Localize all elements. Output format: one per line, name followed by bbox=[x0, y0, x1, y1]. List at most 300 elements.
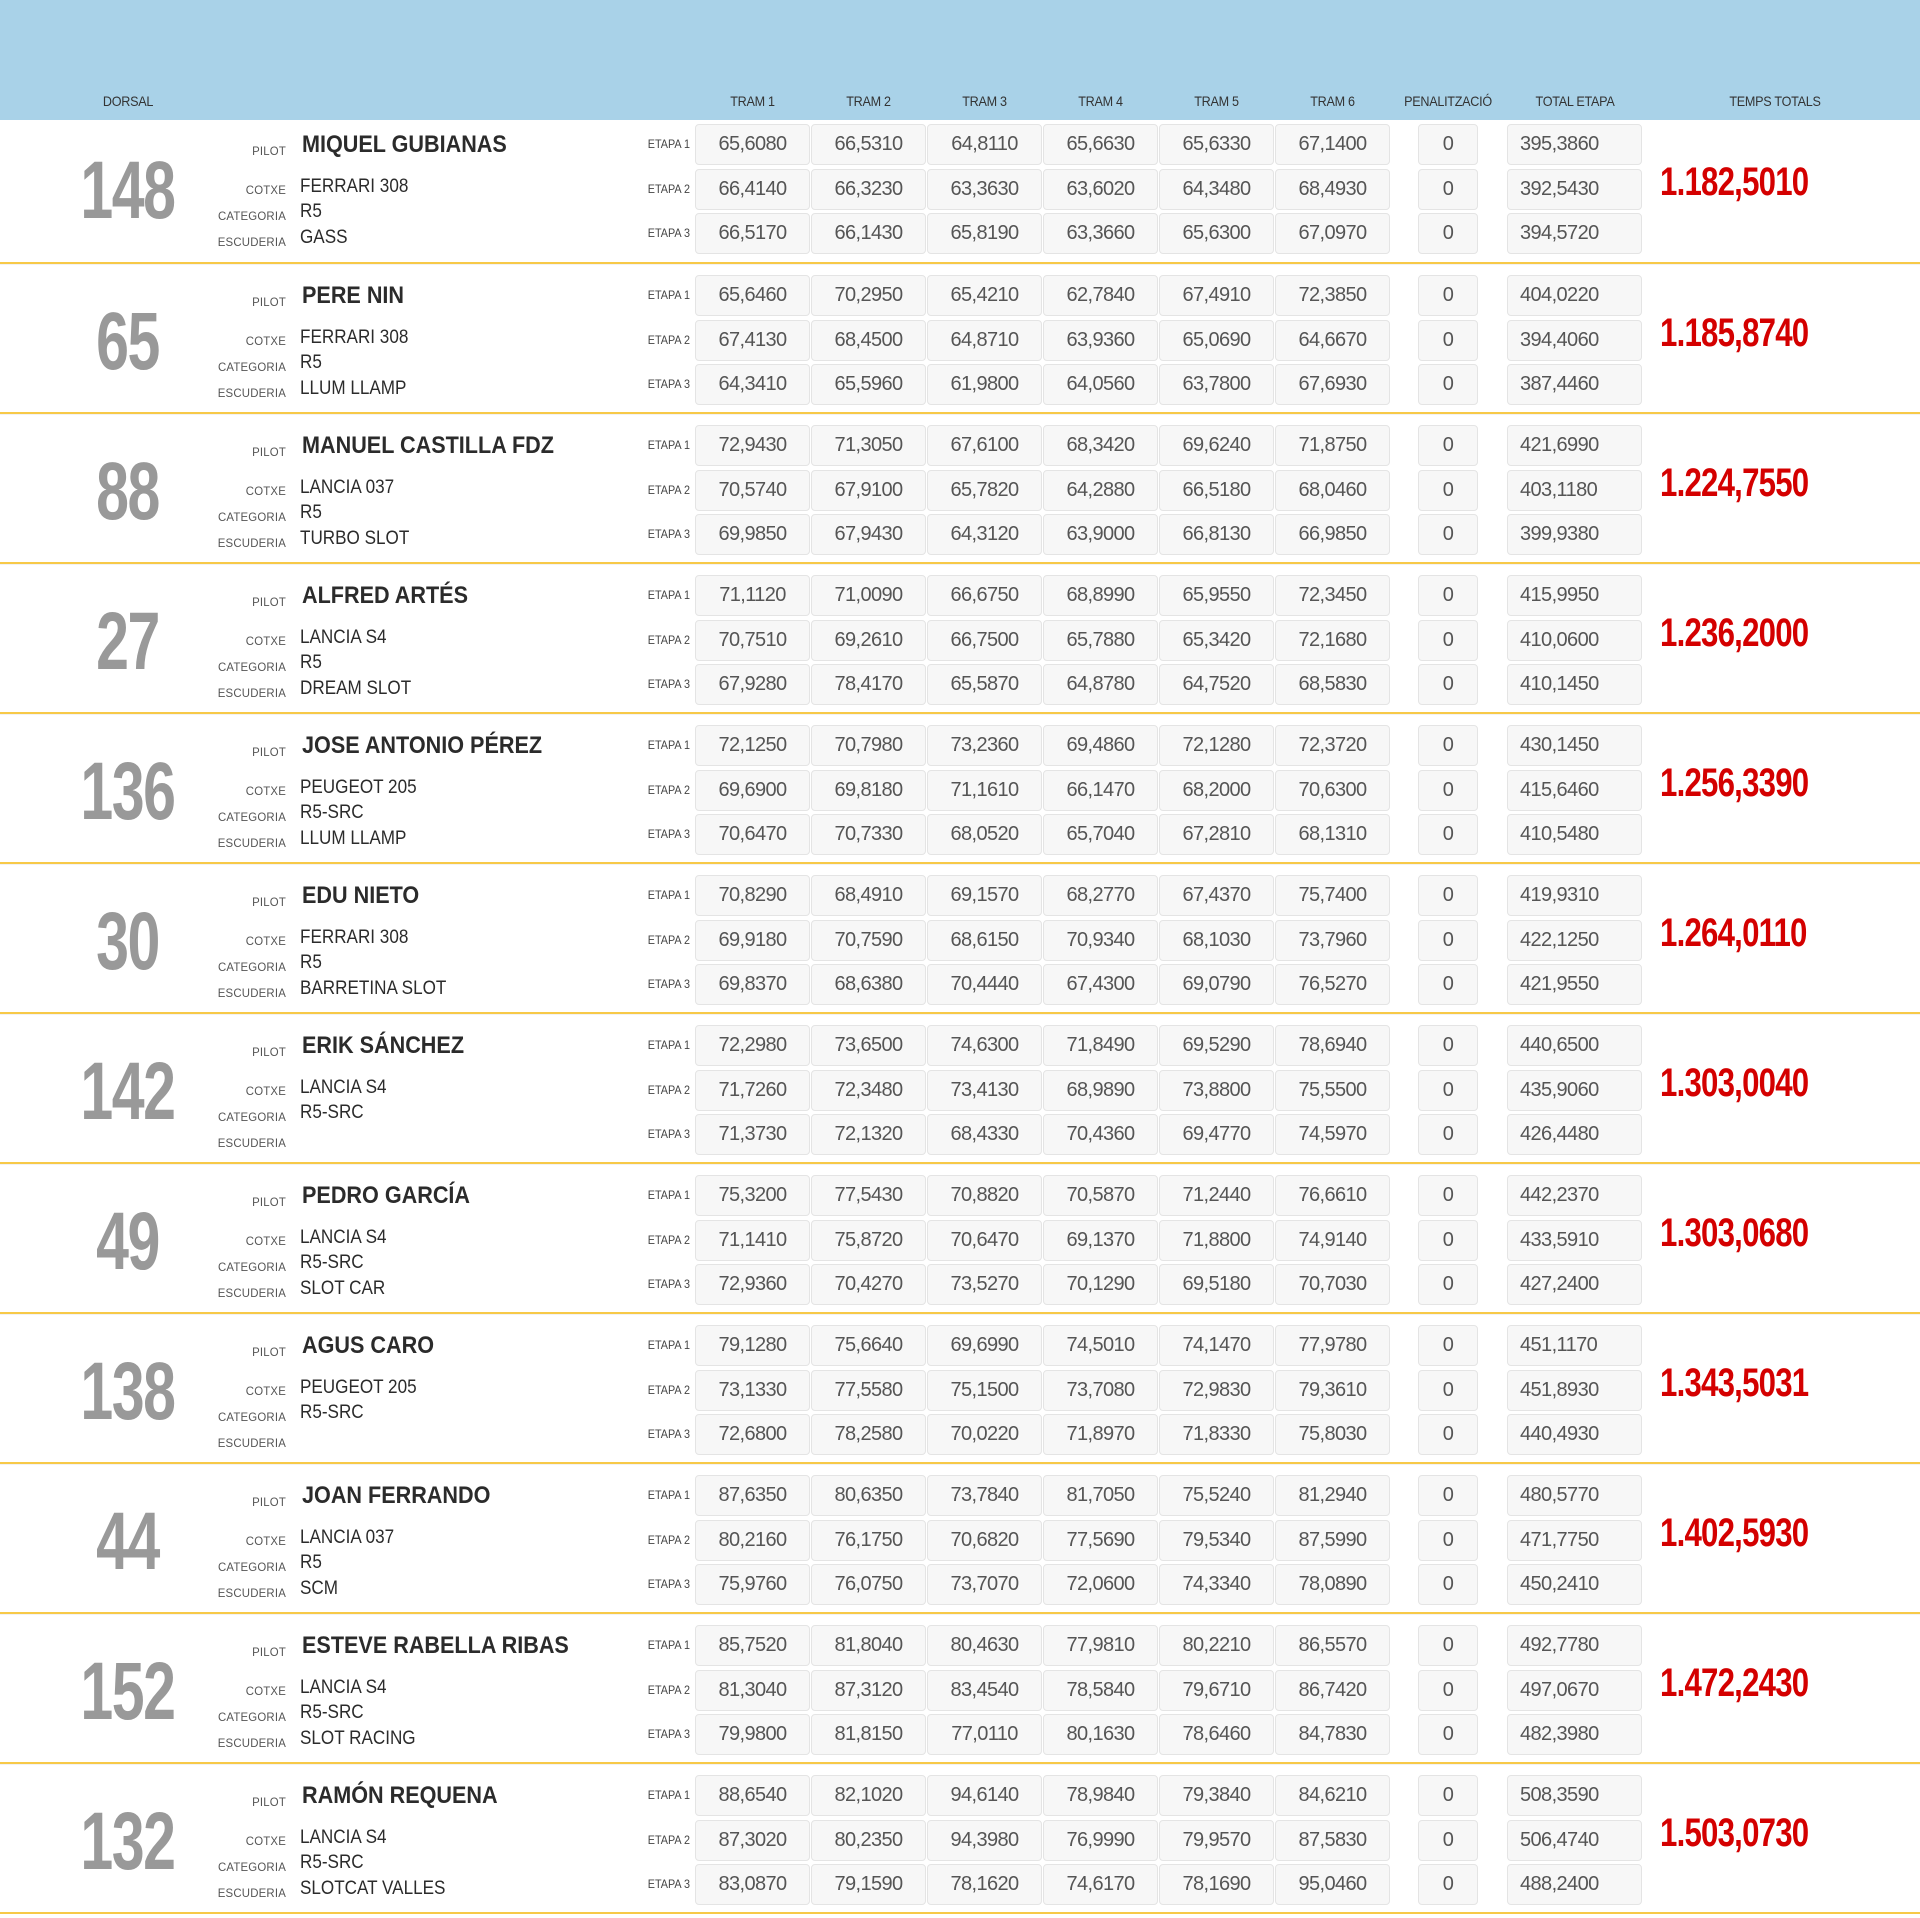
stage-total-cell: 435,9060 bbox=[1507, 1070, 1642, 1111]
tram-time-cell: 67,9100 bbox=[811, 470, 926, 511]
header-tram-2: TRAM 2 bbox=[846, 93, 891, 109]
tram-time-cell: 70,7590 bbox=[811, 920, 926, 961]
tram-time-cell: 68,0460 bbox=[1275, 470, 1390, 511]
tram-time-cell: 87,3020 bbox=[695, 1820, 810, 1861]
tram-time-cell: 62,7840 bbox=[1043, 275, 1158, 316]
penalty-cell: 0 bbox=[1418, 1370, 1478, 1411]
pilot-label: PILOT bbox=[252, 1045, 286, 1059]
tram-time-cell: 68,5830 bbox=[1275, 664, 1390, 705]
table-row bbox=[0, 564, 1920, 714]
tram-time-cell: 66,3230 bbox=[811, 169, 926, 210]
category-label: CATEGORIA bbox=[217, 1260, 286, 1274]
penalty-cell: 0 bbox=[1418, 1520, 1478, 1561]
tram-time-cell: 69,4770 bbox=[1159, 1114, 1274, 1155]
stage-total-cell: 497,0670 bbox=[1507, 1670, 1642, 1711]
tram-time-cell: 70,9340 bbox=[1043, 920, 1158, 961]
stage-total-cell: 422,1250 bbox=[1507, 920, 1642, 961]
stage-total-cell: 415,9950 bbox=[1507, 575, 1642, 616]
tram-time-cell: 80,2350 bbox=[811, 1820, 926, 1861]
pilot-label: PILOT bbox=[252, 144, 286, 158]
tram-time-cell: 67,4300 bbox=[1043, 964, 1158, 1005]
car-label: COTXE bbox=[245, 1084, 286, 1098]
team-value: DREAM SLOT bbox=[300, 678, 412, 699]
dorsal-number: 44 bbox=[96, 1496, 159, 1587]
header-dorsal: DORSAL bbox=[102, 93, 154, 109]
header-tram-4: TRAM 4 bbox=[1078, 93, 1123, 109]
tram-time-cell: 69,5180 bbox=[1159, 1264, 1274, 1305]
total-time: 1.185,8740 bbox=[1660, 311, 1809, 355]
tram-time-cell: 72,0600 bbox=[1043, 1564, 1158, 1605]
tram-time-cell: 66,8130 bbox=[1159, 514, 1274, 555]
team-value: SLOTCAT VALLES bbox=[300, 1878, 446, 1899]
tram-time-cell: 80,2210 bbox=[1159, 1625, 1274, 1666]
penalty-cell: 0 bbox=[1418, 124, 1478, 165]
results-list bbox=[0, 120, 1920, 1914]
category-label: CATEGORIA bbox=[217, 1560, 286, 1574]
header-penalty: PENALITZACIÓ bbox=[1404, 93, 1492, 109]
stage-label: ETAPA 3 bbox=[647, 1577, 690, 1591]
table-row bbox=[0, 864, 1920, 1014]
car-label: COTXE bbox=[245, 1234, 286, 1248]
tram-time-cell: 64,0560 bbox=[1043, 364, 1158, 405]
tram-time-cell: 64,7520 bbox=[1159, 664, 1274, 705]
tram-time-cell: 72,3720 bbox=[1275, 725, 1390, 766]
tram-time-cell: 76,5270 bbox=[1275, 964, 1390, 1005]
stage-label: ETAPA 2 bbox=[647, 632, 690, 647]
table-row bbox=[0, 414, 1920, 564]
tram-time-cell: 73,5270 bbox=[927, 1264, 1042, 1305]
tram-time-cell: 65,6460 bbox=[695, 275, 810, 316]
tram-time-cell: 86,5570 bbox=[1275, 1625, 1390, 1666]
pilot-name: AGUS CARO bbox=[302, 1332, 435, 1359]
tram-time-cell: 67,4370 bbox=[1159, 875, 1274, 916]
tram-time-cell: 68,4330 bbox=[927, 1114, 1042, 1155]
penalty-cell: 0 bbox=[1418, 575, 1478, 616]
dorsal-number: 88 bbox=[96, 446, 159, 537]
stage-label: ETAPA 1 bbox=[647, 1488, 690, 1502]
team-label: ESCUDERIA bbox=[217, 235, 286, 249]
team-label: ESCUDERIA bbox=[217, 1136, 286, 1150]
tram-time-cell: 71,8800 bbox=[1159, 1220, 1274, 1261]
header-tram-1: TRAM 1 bbox=[730, 93, 775, 109]
stage-total-cell: 394,4060 bbox=[1507, 320, 1642, 361]
tram-time-cell: 65,6300 bbox=[1159, 213, 1274, 254]
tram-time-cell: 71,3050 bbox=[811, 425, 926, 466]
tram-time-cell: 80,4630 bbox=[927, 1625, 1042, 1666]
tram-time-cell: 71,8750 bbox=[1275, 425, 1390, 466]
table-row bbox=[0, 120, 1920, 264]
stage-label: ETAPA 1 bbox=[647, 1338, 690, 1352]
stage-label: ETAPA 1 bbox=[647, 288, 690, 302]
table-row bbox=[0, 1614, 1920, 1764]
tram-time-cell: 71,3730 bbox=[695, 1114, 810, 1155]
tram-time-cell: 76,0750 bbox=[811, 1564, 926, 1605]
stage-total-cell: 410,5480 bbox=[1507, 814, 1642, 855]
stage-label: ETAPA 3 bbox=[647, 1427, 690, 1441]
total-time: 1.472,2430 bbox=[1660, 1661, 1809, 1705]
stage-total-cell: 451,1170 bbox=[1507, 1325, 1642, 1366]
stage-label: ETAPA 2 bbox=[647, 482, 690, 497]
table-header bbox=[0, 0, 1920, 120]
total-time: 1.224,7550 bbox=[1660, 461, 1809, 505]
tram-time-cell: 78,1690 bbox=[1159, 1864, 1274, 1905]
total-time: 1.236,2000 bbox=[1660, 611, 1809, 655]
tram-time-cell: 75,3200 bbox=[695, 1175, 810, 1216]
tram-time-cell: 81,8040 bbox=[811, 1625, 926, 1666]
pilot-name: JOSE ANTONIO PÉREZ bbox=[302, 732, 543, 759]
stage-total-cell: 440,6500 bbox=[1507, 1025, 1642, 1066]
pilot-name: MIQUEL GUBIANAS bbox=[302, 131, 507, 158]
stage-total-cell: 480,5770 bbox=[1507, 1475, 1642, 1516]
stage-label: ETAPA 2 bbox=[647, 1682, 690, 1697]
dorsal-number: 136 bbox=[80, 746, 175, 837]
tram-time-cell: 76,9990 bbox=[1043, 1820, 1158, 1861]
car-label: COTXE bbox=[245, 1834, 286, 1848]
tram-time-cell: 71,8330 bbox=[1159, 1414, 1274, 1455]
tram-time-cell: 73,1330 bbox=[695, 1370, 810, 1411]
tram-time-cell: 63,3630 bbox=[927, 169, 1042, 210]
stage-label: ETAPA 2 bbox=[647, 932, 690, 947]
tram-time-cell: 75,6640 bbox=[811, 1325, 926, 1366]
penalty-cell: 0 bbox=[1418, 664, 1478, 705]
tram-time-cell: 63,7800 bbox=[1159, 364, 1274, 405]
penalty-cell: 0 bbox=[1418, 1325, 1478, 1366]
tram-time-cell: 87,3120 bbox=[811, 1670, 926, 1711]
tram-time-cell: 68,0520 bbox=[927, 814, 1042, 855]
stage-label: ETAPA 1 bbox=[647, 888, 690, 902]
tram-time-cell: 95,0460 bbox=[1275, 1864, 1390, 1905]
tram-time-cell: 74,9140 bbox=[1275, 1220, 1390, 1261]
penalty-cell: 0 bbox=[1418, 1220, 1478, 1261]
tram-time-cell: 69,9850 bbox=[695, 514, 810, 555]
tram-time-cell: 68,4500 bbox=[811, 320, 926, 361]
tram-time-cell: 65,6630 bbox=[1043, 124, 1158, 165]
car-value: PEUGEOT 205 bbox=[300, 1377, 417, 1398]
car-label: COTXE bbox=[245, 1534, 286, 1548]
tram-time-cell: 67,0970 bbox=[1275, 213, 1390, 254]
tram-time-cell: 70,6300 bbox=[1275, 770, 1390, 811]
tram-time-cell: 64,3480 bbox=[1159, 169, 1274, 210]
tram-time-cell: 82,1020 bbox=[811, 1775, 926, 1816]
stage-label: ETAPA 3 bbox=[647, 977, 690, 991]
pilot-name: ERIK SÁNCHEZ bbox=[302, 1032, 465, 1059]
tram-time-cell: 65,4210 bbox=[927, 275, 1042, 316]
tram-time-cell: 71,1410 bbox=[695, 1220, 810, 1261]
tram-time-cell: 78,6940 bbox=[1275, 1025, 1390, 1066]
tram-time-cell: 63,9000 bbox=[1043, 514, 1158, 555]
tram-time-cell: 87,5830 bbox=[1275, 1820, 1390, 1861]
category-label: CATEGORIA bbox=[217, 1860, 286, 1874]
penalty-cell: 0 bbox=[1418, 1670, 1478, 1711]
tram-time-cell: 77,5430 bbox=[811, 1175, 926, 1216]
tram-time-cell: 61,9800 bbox=[927, 364, 1042, 405]
category-value: R5 bbox=[300, 652, 322, 673]
tram-time-cell: 71,1610 bbox=[927, 770, 1042, 811]
car-label: COTXE bbox=[245, 634, 286, 648]
penalty-cell: 0 bbox=[1418, 213, 1478, 254]
tram-time-cell: 80,6350 bbox=[811, 1475, 926, 1516]
tram-time-cell: 71,0090 bbox=[811, 575, 926, 616]
tram-time-cell: 65,5960 bbox=[811, 364, 926, 405]
tram-time-cell: 69,8370 bbox=[695, 964, 810, 1005]
car-value: LANCIA S4 bbox=[300, 627, 387, 648]
tram-time-cell: 73,6500 bbox=[811, 1025, 926, 1066]
tram-time-cell: 70,8820 bbox=[927, 1175, 1042, 1216]
pilot-label: PILOT bbox=[252, 1495, 286, 1509]
stage-label: ETAPA 3 bbox=[647, 1277, 690, 1291]
tram-time-cell: 70,4270 bbox=[811, 1264, 926, 1305]
penalty-cell: 0 bbox=[1418, 470, 1478, 511]
tram-time-cell: 65,3420 bbox=[1159, 620, 1274, 661]
tram-time-cell: 70,5870 bbox=[1043, 1175, 1158, 1216]
pilot-label: PILOT bbox=[252, 295, 286, 309]
stage-label: ETAPA 2 bbox=[647, 332, 690, 347]
stage-label: ETAPA 3 bbox=[647, 377, 690, 391]
team-label: ESCUDERIA bbox=[217, 386, 286, 400]
tram-time-cell: 63,9360 bbox=[1043, 320, 1158, 361]
tram-time-cell: 70,7510 bbox=[695, 620, 810, 661]
tram-time-cell: 81,2940 bbox=[1275, 1475, 1390, 1516]
tram-time-cell: 88,6540 bbox=[695, 1775, 810, 1816]
stage-total-cell: 410,1450 bbox=[1507, 664, 1642, 705]
pilot-name: EDU NIETO bbox=[302, 882, 420, 909]
penalty-cell: 0 bbox=[1418, 1864, 1478, 1905]
team-value: GASS bbox=[300, 227, 348, 248]
tram-time-cell: 68,4930 bbox=[1275, 169, 1390, 210]
tram-time-cell: 78,0890 bbox=[1275, 1564, 1390, 1605]
pilot-label: PILOT bbox=[252, 1645, 286, 1659]
tram-time-cell: 66,9850 bbox=[1275, 514, 1390, 555]
tram-time-cell: 71,7260 bbox=[695, 1070, 810, 1111]
penalty-cell: 0 bbox=[1418, 425, 1478, 466]
tram-time-cell: 69,5290 bbox=[1159, 1025, 1274, 1066]
car-label: COTXE bbox=[245, 784, 286, 798]
team-value: LLUM LLAMP bbox=[300, 828, 407, 849]
tram-time-cell: 65,8190 bbox=[927, 213, 1042, 254]
category-value: R5 bbox=[300, 502, 322, 523]
stage-label: ETAPA 3 bbox=[647, 1877, 690, 1891]
tram-time-cell: 79,9570 bbox=[1159, 1820, 1274, 1861]
tram-time-cell: 73,8800 bbox=[1159, 1070, 1274, 1111]
pilot-label: PILOT bbox=[252, 1795, 286, 1809]
stage-total-cell: 404,0220 bbox=[1507, 275, 1642, 316]
tram-time-cell: 71,8490 bbox=[1043, 1025, 1158, 1066]
tram-time-cell: 70,5740 bbox=[695, 470, 810, 511]
car-label: COTXE bbox=[245, 183, 286, 197]
stage-total-cell: 440,4930 bbox=[1507, 1414, 1642, 1455]
tram-time-cell: 72,1280 bbox=[1159, 725, 1274, 766]
stage-total-cell: 492,7780 bbox=[1507, 1625, 1642, 1666]
tram-time-cell: 64,8710 bbox=[927, 320, 1042, 361]
tram-time-cell: 94,3980 bbox=[927, 1820, 1042, 1861]
tram-time-cell: 73,7840 bbox=[927, 1475, 1042, 1516]
tram-time-cell: 66,6750 bbox=[927, 575, 1042, 616]
tram-time-cell: 68,4910 bbox=[811, 875, 926, 916]
tram-time-cell: 72,1680 bbox=[1275, 620, 1390, 661]
tram-time-cell: 74,6300 bbox=[927, 1025, 1042, 1066]
tram-time-cell: 87,5990 bbox=[1275, 1520, 1390, 1561]
team-value: SLOT CAR bbox=[300, 1278, 386, 1299]
tram-time-cell: 69,6900 bbox=[695, 770, 810, 811]
tram-time-cell: 66,4140 bbox=[695, 169, 810, 210]
tram-time-cell: 68,2770 bbox=[1043, 875, 1158, 916]
dorsal-number: 49 bbox=[96, 1196, 159, 1287]
tram-time-cell: 85,7520 bbox=[695, 1625, 810, 1666]
stage-label: ETAPA 2 bbox=[647, 1832, 690, 1847]
stage-label: ETAPA 3 bbox=[647, 1127, 690, 1141]
stage-total-cell: 433,5910 bbox=[1507, 1220, 1642, 1261]
stage-total-cell: 421,6990 bbox=[1507, 425, 1642, 466]
category-value: R5-SRC bbox=[300, 802, 364, 823]
tram-time-cell: 69,9180 bbox=[695, 920, 810, 961]
tram-time-cell: 67,6930 bbox=[1275, 364, 1390, 405]
tram-time-cell: 78,9840 bbox=[1043, 1775, 1158, 1816]
dorsal-number: 142 bbox=[80, 1046, 175, 1137]
stage-label: ETAPA 3 bbox=[647, 677, 690, 691]
stage-total-cell: 403,1180 bbox=[1507, 470, 1642, 511]
tram-time-cell: 87,6350 bbox=[695, 1475, 810, 1516]
tram-time-cell: 65,6080 bbox=[695, 124, 810, 165]
tram-time-cell: 69,0790 bbox=[1159, 964, 1274, 1005]
total-time: 1.303,0040 bbox=[1660, 1061, 1809, 1105]
tram-time-cell: 77,0110 bbox=[927, 1714, 1042, 1755]
pilot-name: ESTEVE RABELLA RIBAS bbox=[302, 1632, 569, 1659]
tram-time-cell: 70,7980 bbox=[811, 725, 926, 766]
penalty-cell: 0 bbox=[1418, 1564, 1478, 1605]
car-label: COTXE bbox=[245, 934, 286, 948]
tram-time-cell: 66,7500 bbox=[927, 620, 1042, 661]
tram-time-cell: 68,6150 bbox=[927, 920, 1042, 961]
penalty-cell: 0 bbox=[1418, 275, 1478, 316]
stage-total-cell: 392,5430 bbox=[1507, 169, 1642, 210]
tram-time-cell: 65,6330 bbox=[1159, 124, 1274, 165]
stage-total-cell: 415,6460 bbox=[1507, 770, 1642, 811]
category-value: R5-SRC bbox=[300, 1252, 364, 1273]
tram-time-cell: 73,7960 bbox=[1275, 920, 1390, 961]
stage-label: ETAPA 1 bbox=[647, 1038, 690, 1052]
team-label: ESCUDERIA bbox=[217, 1886, 286, 1900]
tram-time-cell: 73,4130 bbox=[927, 1070, 1042, 1111]
header-stage-total: TOTAL ETAPA bbox=[1535, 93, 1615, 109]
stage-label: ETAPA 1 bbox=[647, 1638, 690, 1652]
pilot-name: PEDRO GARCÍA bbox=[302, 1182, 471, 1209]
team-label: ESCUDERIA bbox=[217, 1286, 286, 1300]
penalty-cell: 0 bbox=[1418, 320, 1478, 361]
team-value: LLUM LLAMP bbox=[300, 378, 407, 399]
tram-time-cell: 75,5500 bbox=[1275, 1070, 1390, 1111]
tram-time-cell: 66,5310 bbox=[811, 124, 926, 165]
penalty-cell: 0 bbox=[1418, 620, 1478, 661]
tram-time-cell: 67,4910 bbox=[1159, 275, 1274, 316]
penalty-cell: 0 bbox=[1418, 1175, 1478, 1216]
tram-time-cell: 70,4360 bbox=[1043, 1114, 1158, 1155]
stage-label: ETAPA 1 bbox=[647, 588, 690, 602]
tram-time-cell: 72,3850 bbox=[1275, 275, 1390, 316]
tram-time-cell: 78,1620 bbox=[927, 1864, 1042, 1905]
header-tram-5: TRAM 5 bbox=[1194, 93, 1239, 109]
tram-time-cell: 79,9800 bbox=[695, 1714, 810, 1755]
tram-time-cell: 69,4860 bbox=[1043, 725, 1158, 766]
stage-label: ETAPA 1 bbox=[647, 738, 690, 752]
tram-time-cell: 70,7030 bbox=[1275, 1264, 1390, 1305]
pilot-label: PILOT bbox=[252, 895, 286, 909]
table-row bbox=[0, 714, 1920, 864]
team-label: ESCUDERIA bbox=[217, 536, 286, 550]
tram-time-cell: 70,4440 bbox=[927, 964, 1042, 1005]
car-value: PEUGEOT 205 bbox=[300, 777, 417, 798]
tram-time-cell: 68,3420 bbox=[1043, 425, 1158, 466]
tram-time-cell: 75,5240 bbox=[1159, 1475, 1274, 1516]
stage-label: ETAPA 1 bbox=[647, 1788, 690, 1802]
stage-total-cell: 471,7750 bbox=[1507, 1520, 1642, 1561]
category-label: CATEGORIA bbox=[217, 360, 286, 374]
car-value: FERRARI 308 bbox=[300, 176, 409, 197]
tram-time-cell: 78,5840 bbox=[1043, 1670, 1158, 1711]
penalty-cell: 0 bbox=[1418, 814, 1478, 855]
tram-time-cell: 64,8110 bbox=[927, 124, 1042, 165]
penalty-cell: 0 bbox=[1418, 725, 1478, 766]
category-value: R5 bbox=[300, 352, 322, 373]
penalty-cell: 0 bbox=[1418, 1714, 1478, 1755]
tram-time-cell: 84,7830 bbox=[1275, 1714, 1390, 1755]
table-row bbox=[0, 1164, 1920, 1314]
table-row bbox=[0, 1014, 1920, 1164]
tram-time-cell: 79,3840 bbox=[1159, 1775, 1274, 1816]
tram-time-cell: 74,6170 bbox=[1043, 1864, 1158, 1905]
tram-time-cell: 70,8290 bbox=[695, 875, 810, 916]
tram-time-cell: 83,4540 bbox=[927, 1670, 1042, 1711]
team-label: ESCUDERIA bbox=[217, 1586, 286, 1600]
tram-time-cell: 70,1290 bbox=[1043, 1264, 1158, 1305]
penalty-cell: 0 bbox=[1418, 964, 1478, 1005]
pilot-name: JOAN FERRANDO bbox=[302, 1482, 491, 1509]
car-value: LANCIA 037 bbox=[300, 1527, 395, 1548]
tram-time-cell: 68,8990 bbox=[1043, 575, 1158, 616]
category-value: R5-SRC bbox=[300, 1102, 364, 1123]
tram-time-cell: 71,1120 bbox=[695, 575, 810, 616]
tram-time-cell: 72,3450 bbox=[1275, 575, 1390, 616]
tram-time-cell: 81,7050 bbox=[1043, 1475, 1158, 1516]
tram-time-cell: 74,3340 bbox=[1159, 1564, 1274, 1605]
car-value: LANCIA S4 bbox=[300, 1827, 387, 1848]
tram-time-cell: 70,6470 bbox=[695, 814, 810, 855]
tram-time-cell: 66,1470 bbox=[1043, 770, 1158, 811]
stage-total-cell: 394,5720 bbox=[1507, 213, 1642, 254]
tram-time-cell: 66,1430 bbox=[811, 213, 926, 254]
stage-total-cell: 451,8930 bbox=[1507, 1370, 1642, 1411]
pilot-name: RAMÓN REQUENA bbox=[302, 1782, 498, 1809]
tram-time-cell: 76,1750 bbox=[811, 1520, 926, 1561]
tram-time-cell: 72,9430 bbox=[695, 425, 810, 466]
pilot-label: PILOT bbox=[252, 445, 286, 459]
tram-time-cell: 72,3480 bbox=[811, 1070, 926, 1111]
category-value: R5 bbox=[300, 1552, 322, 1573]
penalty-cell: 0 bbox=[1418, 514, 1478, 555]
category-label: CATEGORIA bbox=[217, 1410, 286, 1424]
car-value: LANCIA S4 bbox=[300, 1227, 387, 1248]
category-label: CATEGORIA bbox=[217, 660, 286, 674]
stage-total-cell: 395,3860 bbox=[1507, 124, 1642, 165]
stage-total-cell: 488,2400 bbox=[1507, 1864, 1642, 1905]
pilot-name: ALFRED ARTÉS bbox=[302, 582, 469, 609]
tram-time-cell: 75,8720 bbox=[811, 1220, 926, 1261]
stage-label: ETAPA 3 bbox=[647, 1727, 690, 1741]
tram-time-cell: 68,6380 bbox=[811, 964, 926, 1005]
tram-time-cell: 79,6710 bbox=[1159, 1670, 1274, 1711]
car-value: LANCIA 037 bbox=[300, 477, 395, 498]
stage-label: ETAPA 1 bbox=[647, 438, 690, 452]
tram-time-cell: 79,1590 bbox=[811, 1864, 926, 1905]
